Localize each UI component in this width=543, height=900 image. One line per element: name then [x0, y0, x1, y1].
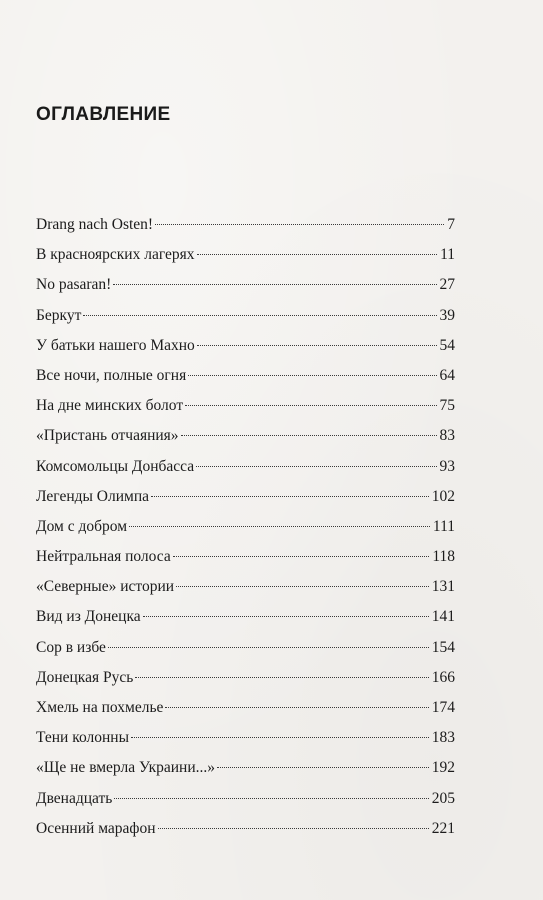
dot-leader — [143, 616, 429, 617]
dot-leader — [151, 496, 429, 497]
dot-leader — [217, 767, 429, 768]
toc-entry-title: Вид из Донецка — [36, 608, 141, 626]
toc-entry-title: Осенний марафон — [36, 819, 156, 837]
dot-leader — [131, 737, 429, 738]
toc-entry-page: 75 — [439, 397, 455, 415]
toc-entry-title: Донецкая Русь — [36, 668, 134, 686]
toc-entry-page: 93 — [439, 457, 455, 475]
toc-entry — [36, 210, 455, 240]
toc-entry — [36, 421, 455, 451]
toc-entry-page: 11 — [440, 246, 455, 264]
toc-entry-page: 27 — [439, 276, 455, 294]
toc-entry — [36, 572, 455, 602]
toc-entry-title: Хмель на похмелье — [36, 699, 164, 716]
toc-entry-title: «Северные» истории — [36, 578, 175, 596]
toc-entry-title: No pasaran! — [36, 276, 112, 294]
toc-entry-page: 118 — [432, 548, 455, 566]
dot-leader — [114, 798, 428, 799]
toc-entry-title: Тени колонны — [36, 729, 129, 747]
toc-entry-page: 102 — [431, 487, 455, 505]
toc-entry — [36, 391, 455, 421]
dot-leader — [173, 556, 430, 557]
dot-leader — [135, 677, 428, 678]
dot-leader — [181, 435, 437, 436]
toc-entry-title: Drang nach Osten! — [36, 216, 154, 233]
toc-entry — [36, 482, 455, 512]
toc-entry-title: В красноярских лагерях — [36, 246, 195, 264]
toc-entry-page: 205 — [431, 789, 455, 807]
dot-leader — [197, 345, 437, 346]
toc-entry — [36, 693, 455, 723]
dot-leader — [83, 315, 436, 316]
toc-entry — [36, 512, 455, 542]
toc-entry-page: 221 — [431, 819, 455, 837]
toc-entry — [36, 542, 455, 572]
toc-entry — [36, 240, 455, 270]
toc-entry — [36, 633, 455, 663]
toc-entry — [36, 301, 455, 331]
dot-leader — [129, 526, 430, 527]
dot-leader — [185, 405, 436, 406]
toc-entry — [36, 814, 455, 844]
toc-entry-page: 111 — [432, 517, 455, 535]
dot-leader — [165, 707, 428, 708]
toc-entry-title: Нейтральная полоса — [36, 548, 171, 566]
toc-entry-page: 183 — [431, 729, 455, 747]
toc-entry-page: 54 — [439, 336, 455, 354]
dot-leader — [155, 224, 444, 225]
dot-leader — [158, 828, 429, 829]
toc-entry-page: 141 — [431, 608, 455, 626]
toc-entry-title: Сор в избе — [36, 638, 106, 656]
toc-entry-title: Все ночи, полные огня — [36, 366, 187, 384]
dot-leader — [197, 254, 438, 255]
toc-entry-title: Легенды Олимпа — [36, 487, 149, 505]
toc-entry-page: 166 — [431, 668, 455, 686]
toc-entry-title: Дом с добром — [36, 517, 128, 535]
toc-entry-title: У батьки нашего Махно — [36, 336, 195, 354]
toc-entry-page: 131 — [431, 578, 455, 596]
toc-entry-title: Комсомольцы Донбасса — [36, 457, 195, 475]
toc-entry-page: 83 — [439, 427, 455, 445]
toc-entry-page: 174 — [431, 699, 455, 716]
contents-heading: ОГЛАВЛЕНИЕ — [36, 104, 171, 125]
dot-leader — [188, 375, 436, 376]
toc-entry-page: 64 — [439, 366, 455, 384]
toc-entry-page: 7 — [447, 216, 455, 233]
dot-leader — [176, 586, 429, 587]
dot-leader — [196, 466, 436, 467]
toc-entry — [36, 602, 455, 632]
toc-entry — [36, 270, 455, 300]
toc-entry-title: На дне минских болот — [36, 397, 184, 415]
toc-entry — [36, 753, 455, 783]
table-of-contents — [36, 210, 455, 844]
toc-entry-page: 192 — [431, 759, 455, 777]
toc-entry-title: «Ще не вмерла Украини...» — [36, 759, 215, 777]
toc-entry-title: Двенадцать — [36, 789, 113, 807]
toc-entry-page: 39 — [439, 306, 455, 324]
toc-entry-page: 154 — [431, 638, 455, 656]
dot-leader — [113, 284, 436, 285]
toc-entry-title: Беркут — [36, 306, 82, 324]
toc-entry — [36, 331, 455, 361]
toc-entry — [36, 723, 455, 753]
dot-leader — [108, 647, 429, 648]
toc-entry — [36, 452, 455, 482]
toc-entry-title: «Пристань отчаяния» — [36, 427, 179, 445]
toc-entry — [36, 361, 455, 391]
toc-entry — [36, 663, 455, 693]
toc-entry — [36, 784, 455, 814]
